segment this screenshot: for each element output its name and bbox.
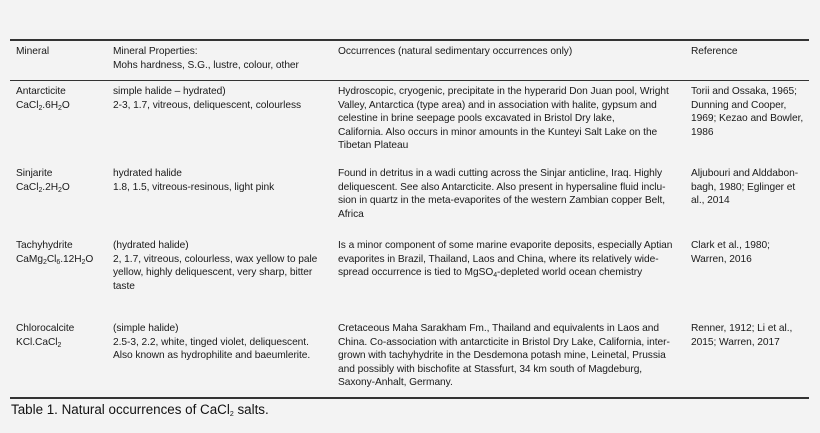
mineral-name: Antarcticite <box>16 86 66 97</box>
header-properties: Mineral Properties: Mohs hardness, S.G., lustre, colour, other <box>113 46 299 71</box>
mineral-formula: $CaCl_2.6H_2O$ <box>16 99 70 112</box>
row-antarcticite-mineral <box>16 85 70 112</box>
header-reference: Reference <box>691 46 738 57</box>
row-antarcticite-occurrences: Hydroscopic, cryogenic, precipitate in the hyperarid Don Juan pool, Wright Valley, Antarctica (type area) and in association with halite, gypsum and celestine in brine seepage pools excavated in Bristol Dry lake, California. Also occurs in minor amounts in the Kunteyi Salt Lake on the Tibetan Plateau <box>338 86 669 152</box>
table-bottom-rule <box>10 397 809 399</box>
table-caption: Table 1. Natural occurrences of CaCl$_2$ salts. <box>11 402 269 418</box>
row-antarcticite-reference: Torii and Ossaka, 1965; Dunning and Cooper, 1969; Kezao and Bowler, 1986 <box>691 86 804 138</box>
mineral-formula: KCl.CaCl$_2$ <box>16 336 62 349</box>
row-sinjarite-mineral <box>16 167 70 194</box>
mineral-name: Sinjarite <box>16 168 53 179</box>
row-sinjarite-occurrences: Found in detritus in a wadi cutting across the Sinjar anticline, Iraq. Highly deliquescent. See also Antarcticite. Also present in hypersaline fluid inclu- sion in quartz in the meta-evaporites of the western Zambian copper Belt, Africa <box>338 168 666 220</box>
row-chlorocalcite-properties: (simple halide) 2.5-3, 2.2, white, tinged violet, deliquescent. Also known as hydrophilite and baeumlerite. <box>113 323 311 362</box>
row-tachyhydrite-mineral <box>16 239 93 266</box>
header-occurrences: Occurrences (natural sedimentary occurrences only) <box>338 46 573 57</box>
mineral-formula: $CaMg_2Cl_6.12H_2O$ <box>16 253 94 266</box>
row-sinjarite-reference: Aljubouri and Alddabon- bagh, 1980; Eglinger et al., 2014 <box>691 168 799 207</box>
row-sinjarite-properties: hydrated halide 1.8, 1.5, vitreous-resinous, light pink <box>113 168 275 193</box>
header-mineral: Mineral <box>16 46 50 57</box>
mineral-name: Chlorocalcite <box>16 323 75 334</box>
table-header-rule <box>10 80 809 81</box>
row-tachyhydrite-reference: Clark et al., 1980; Warren, 2016 <box>691 240 770 265</box>
row-antarcticite-properties: simple halide – hydrated) 2-3, 1.7, vitreous, deliquescent, colourless <box>113 86 302 111</box>
row-chlorocalcite-occurrences: Cretaceous Maha Sarakham Fm., Thailand and equivalents in Laos and China. Co-association with antarcticite in Bristol Dry Lake, California, inter- grown with tachyhydrite in the Desdemona potash mine, Leinetal, Prussia and possibly with bischofite at Stassfurt, 34 km south of Magdeburg, Saxony-Anhalt, Germany. <box>338 323 670 389</box>
table-top-rule <box>10 39 809 41</box>
mineral-name: Tachyhydrite <box>16 240 73 251</box>
row-chlorocalcite-reference: Renner, 1912; Li et al., 2015; Warren, 2017 <box>691 323 793 348</box>
mineral-formula: $CaCl_2.2H_2O$ <box>16 181 70 194</box>
row-tachyhydrite-properties: (hydrated halide) 2, 1.7, vitreous, colourless, wax yellow to pale yellow, highly deliquescent, very sharp, bitter taste <box>113 240 318 292</box>
row-tachyhydrite-occurrences: Is a minor component of some marine evaporite deposits, especially Aptian evaporites in Brazil, Thailand, Laos and China, where its relatively wide- spread occurrence is tied to MgSO$_4$-depleted world ocean chemistry <box>338 240 673 280</box>
row-chlorocalcite-mineral <box>16 322 74 349</box>
